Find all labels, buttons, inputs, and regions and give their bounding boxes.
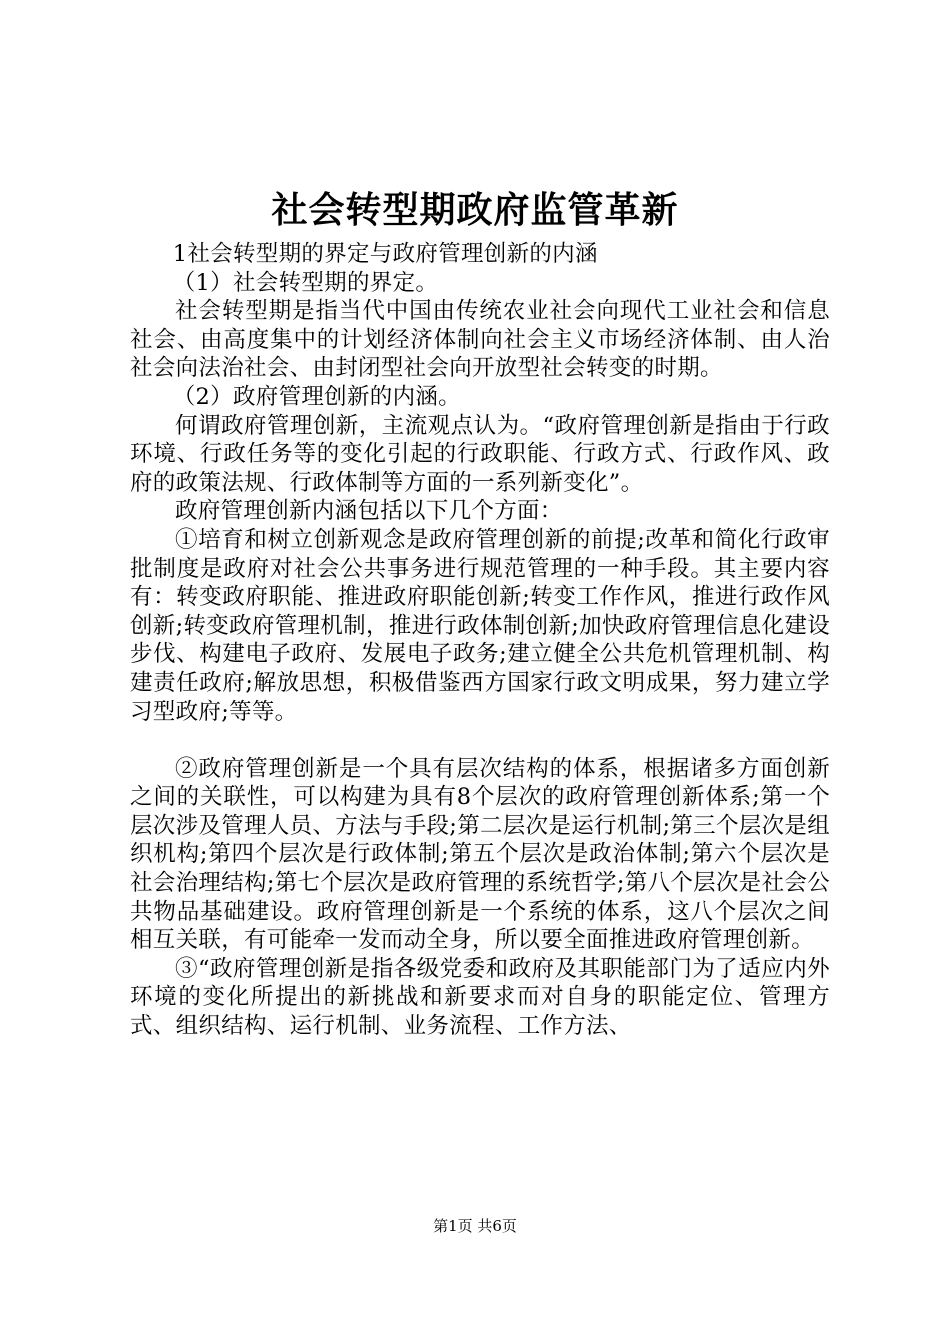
subsection-heading: （2）政府管理创新的内涵。 bbox=[172, 383, 461, 410]
body-paragraph: 何谓政府管理创新，主流观点认为。“政府管理创新是指由于行政环境、行政任务等的变化引起的行政职能、行政方式、行政作风、政府的政策法规、行政体制等方面的一系列新变化”。 bbox=[130, 412, 830, 496]
body-paragraph: 政府管理创新内涵包括以下几个方面： bbox=[175, 498, 563, 525]
list-item-paragraph: ③“政府管理创新是指各级党委和政府及其职能部门为了适应内外环境的变化所提出的新挑战和新要求而对自身的职能定位、管理方式、组织结构、运行机制、业务流程、工作方法、 bbox=[130, 955, 830, 1040]
document-body bbox=[130, 240, 830, 1041]
list-item-paragraph: ①培育和树立创新观念是政府管理创新的前提;改革和简化行政审批制度是政府对社会公共事务进行规范管理的一种手段。其主要内容有：转变政府职能、推进政府职能创新;转变工作作风，推进行政作风创新;转变政府管理机制，推进行政体制创新;加快政府管理信息化建设步伐、构建电子政府、发展电子政务;建立健全公共危机管理机制、构建责任政府;解放思想，积极借鉴西方国家行政文明成果，努力建立学习型政府;等等。 bbox=[130, 526, 830, 725]
paragraph-spacer bbox=[130, 726, 830, 755]
section-heading: 1社会转型期的界定与政府管理创新的内涵 bbox=[172, 241, 598, 267]
page-footer: 第1页 共6页 bbox=[433, 1217, 517, 1235]
document-title: 社会转型期政府监管革新 bbox=[271, 189, 679, 231]
subsection-heading: （1）社会转型期的界定。 bbox=[172, 269, 439, 296]
list-item-paragraph: ②政府管理创新是一个具有层次结构的体系，根据诸多方面创新之间的关联性，可以构建为具有8个层次的政府管理创新体系;第一个层次涉及管理人员、方法与手段;第二层次是运行机制;第三个层次是组织机构;第四个层次是行政体制;第五个层次是政治体制;第六个层次是社会治理结构;第七个层次是政府管理的系统哲学;第八个层次是社会公共物品基础建设。政府管理创新是一个系统的体系，这八个层次之间相互关联，有可能牵一发而动全身，所以要全面推进政府管理创新。 bbox=[130, 755, 830, 954]
body-paragraph: 社会转型期是指当代中国由传统农业社会向现代工业社会和信息社会、由高度集中的计划经济体制向社会主义市场经济体制、由人治社会向法治社会、由封闭型社会向开放型社会转变的时期。 bbox=[130, 298, 830, 382]
